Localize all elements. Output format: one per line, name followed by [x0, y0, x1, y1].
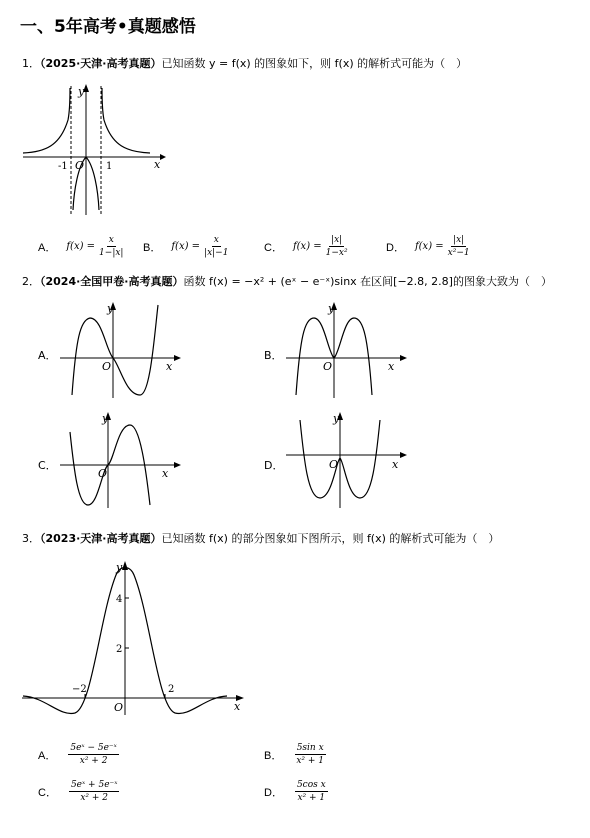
q2-option-d-graph[interactable] [284, 410, 414, 510]
question-text: 函数 f(x) = −x² + (eˣ − e⁻ˣ)sinx 在区间[−2.8, 2.8]的图象大致为（ ） [183, 275, 552, 288]
x-axis-label: x [154, 158, 161, 171]
question-1-stem [22, 55, 467, 71]
tick-label-1: 1 [106, 161, 113, 172]
q3-option-c[interactable]: C． $\frac{\text{5eˣ + 5e⁻ˣ}}{\text{x² + 2}}$ [38, 780, 118, 803]
y-axis-label: y [78, 85, 85, 98]
q2-option-a-graph[interactable] [58, 300, 188, 400]
question-number: 3． [22, 532, 40, 545]
question-source: （2025·天津·高考真题） [40, 57, 162, 70]
question-number: 1． [22, 57, 40, 70]
question-2-stem [22, 273, 552, 289]
section-title: 一、5年高考•真题感悟 [20, 17, 196, 37]
q2-option-b-graph[interactable] [284, 300, 414, 400]
q2-option-d-label[interactable]: D． [264, 459, 284, 472]
svg-text:y: y [328, 302, 335, 315]
svg-text:x: x [234, 700, 241, 713]
svg-text:x: x [392, 458, 399, 471]
svg-text:2: 2 [168, 684, 175, 695]
q1-option-a[interactable]: A． f(x) = $\frac{x}{1-|x|}$ [38, 235, 124, 258]
svg-text:y: y [102, 412, 109, 425]
q2-option-c-label[interactable]: C． [38, 459, 57, 472]
question-source: （2023·天津·高考真题） [40, 532, 162, 545]
svg-text:O: O [329, 458, 339, 471]
q2-option-a-label[interactable]: A． [38, 349, 57, 362]
q3-option-b[interactable]: B． $\frac{\text{5sin x}}{\text{x² + 1}}$ [264, 743, 325, 766]
origin-label: O [75, 159, 85, 172]
svg-text:O: O [323, 360, 333, 373]
q2-option-c-graph[interactable] [58, 410, 188, 510]
svg-text:O: O [114, 701, 124, 714]
svg-text:y: y [107, 302, 114, 315]
question-source: （2024·全国甲卷·高考真题） [40, 275, 184, 288]
q1-option-c[interactable]: C． f(x) = $\frac{|x|}{\text{1−x²}}$ [264, 235, 348, 258]
q1-option-d[interactable]: D． f(x) = $\frac{|x|}{\text{x²−1}}$ [386, 235, 470, 258]
svg-text:−2: −2 [72, 684, 87, 695]
question-number: 2． [22, 275, 40, 288]
svg-text:x: x [388, 360, 395, 373]
question-text: 已知函数 y = f(x) 的图象如下，则 f(x) 的解析式可能为（ ） [161, 57, 468, 70]
svg-text:4: 4 [116, 594, 123, 605]
q3-graph [20, 555, 250, 720]
q3-option-d[interactable]: D． $\frac{\text{5cos x}}{\text{x² + 1}}$ [264, 780, 326, 803]
svg-text:2: 2 [116, 644, 123, 655]
q3-option-a[interactable]: A． $\frac{\text{5eˣ − 5e⁻ˣ}}{\text{x² + 2}}$ [38, 743, 117, 766]
svg-text:x: x [166, 360, 173, 373]
q1-graph [20, 80, 170, 220]
svg-text:y: y [333, 412, 340, 425]
q1-option-b[interactable]: B． f(x) = $\frac{x}{|x|-1}$ [143, 235, 229, 258]
svg-text:x: x [162, 467, 169, 480]
question-3-stem [22, 530, 499, 546]
q2-option-b-label[interactable]: B． [264, 349, 283, 362]
svg-text:O: O [98, 467, 108, 480]
question-text: 已知函数 f(x) 的部分图象如下图所示，则 f(x) 的解析式可能为（ ） [161, 532, 500, 545]
tick-label-neg1: -1 [58, 161, 68, 172]
svg-text:y: y [116, 561, 123, 574]
svg-text:O: O [102, 360, 112, 373]
